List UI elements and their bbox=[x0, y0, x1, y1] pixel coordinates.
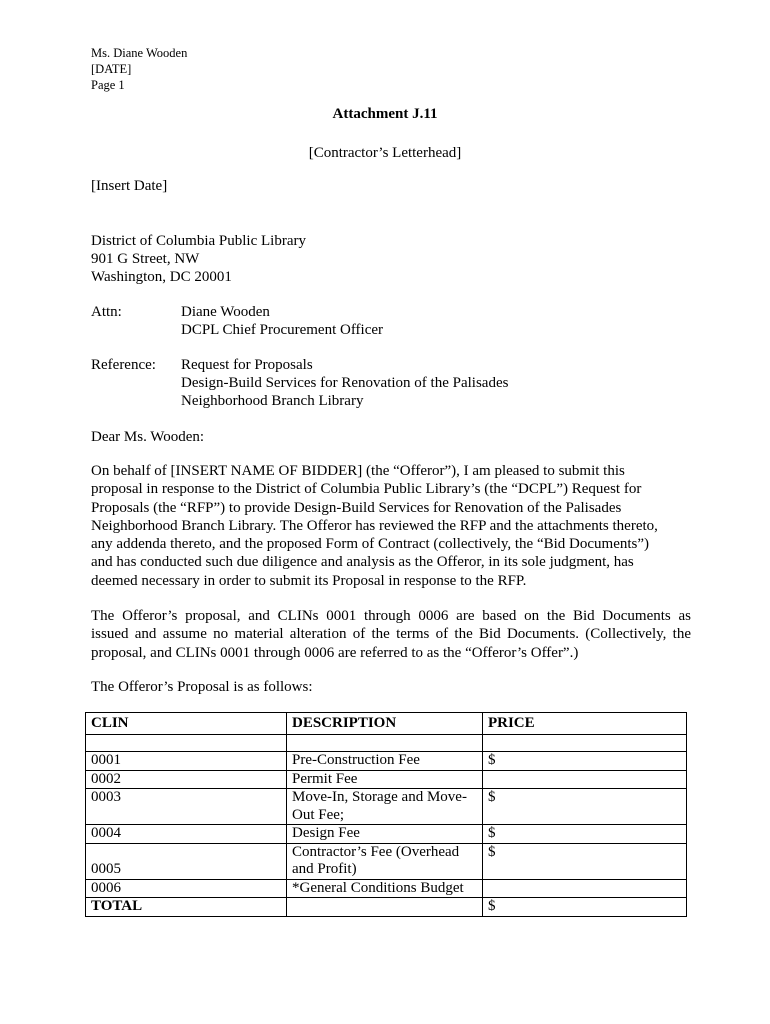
price-cell: $ bbox=[482, 843, 686, 879]
insert-date-placeholder: [Insert Date] bbox=[91, 178, 168, 194]
clin-cell: 0006 bbox=[86, 879, 287, 898]
description-cell: Permit Fee bbox=[287, 770, 483, 789]
attn-name: Diane Wooden bbox=[181, 304, 270, 320]
clin-cell: 0002 bbox=[86, 770, 287, 789]
description-line: and Profit) bbox=[292, 861, 357, 877]
table-row bbox=[86, 843, 687, 879]
address-line-3: Washington, DC 20001 bbox=[91, 269, 232, 285]
paragraph-basis bbox=[91, 607, 691, 662]
clin-cell: 0003 bbox=[86, 789, 287, 825]
paragraph-intro-line: Neighborhood Branch Library. The Offeror has reviewed the RFP and the attachments thereto, bbox=[91, 517, 658, 534]
column-header-clin: CLIN bbox=[86, 713, 287, 735]
table-total-row bbox=[86, 898, 687, 917]
paragraph-intro-line: deemed necessary in order to submit its Proposal in response to the RFP. bbox=[91, 572, 527, 589]
price-cell: $ bbox=[482, 789, 686, 825]
paragraph-intro-line: proposal in response to the District of Columbia Public Library’s (the “DCPL”) Request for bbox=[91, 481, 642, 498]
price-cell bbox=[482, 770, 686, 789]
attn-block bbox=[181, 303, 383, 339]
proposal-intro: The Offeror’s Proposal is as follows: bbox=[91, 679, 313, 695]
address-block bbox=[91, 232, 306, 286]
clin-cell: 0001 bbox=[86, 752, 287, 771]
price-cell: $ bbox=[482, 752, 686, 771]
paragraph-intro bbox=[91, 462, 691, 590]
table-cell bbox=[482, 735, 686, 752]
total-price-cell: $ bbox=[482, 898, 686, 917]
document-title: Attachment J.11 bbox=[332, 106, 438, 122]
paragraph-intro-line: On behalf of [INSERT NAME OF BIDDER] (the “Offeror”), I am pleased to submit this bbox=[91, 463, 625, 479]
table-row bbox=[86, 879, 687, 898]
description-line: Contractor’s Fee (Overhead bbox=[292, 843, 460, 860]
description-cell bbox=[287, 843, 483, 879]
description-line: Out Fee; bbox=[292, 806, 345, 823]
header-recipient-name: Ms. Diane Wooden bbox=[91, 46, 188, 60]
description-cell: Pre-Construction Fee bbox=[287, 752, 483, 771]
paragraph-intro-line: and has conducted such due diligence and analysis as the Offeror, in its sole judgment, has bbox=[91, 554, 634, 571]
header-date: [DATE] bbox=[91, 62, 132, 76]
address-line-1: District of Columbia Public Library bbox=[91, 233, 306, 249]
reference-block bbox=[181, 356, 508, 410]
attn-title: DCPL Chief Procurement Officer bbox=[181, 322, 384, 338]
description-cell bbox=[287, 898, 483, 917]
total-label-cell: TOTAL bbox=[86, 898, 287, 917]
header-page-number: Page 1 bbox=[91, 78, 125, 92]
reference-line-2: Design-Build Services for Renovation of the Palisades bbox=[181, 375, 509, 391]
paragraph-intro-line: Proposals (the “RFP”) to provide Design-Build Services for Renovation of the Palisades bbox=[91, 499, 622, 516]
address-line-2: 901 G Street, NW bbox=[91, 251, 200, 267]
table-spacer-row bbox=[86, 735, 687, 752]
column-header-price: PRICE bbox=[482, 713, 686, 735]
page-header bbox=[91, 45, 187, 93]
table-row bbox=[86, 752, 687, 771]
paragraph-basis-line: The Offeror’s proposal, and CLINs 0001 through 0006 are based on the Bid Documents as bbox=[91, 608, 691, 624]
salutation: Dear Ms. Wooden: bbox=[91, 429, 205, 445]
description-cell bbox=[287, 789, 483, 825]
paragraph-basis-line: proposal, and CLINs 0001 through 0006 are referred to as the “Offeror’s Offer”.) bbox=[91, 644, 579, 661]
clin-price-table bbox=[85, 712, 687, 917]
table-cell bbox=[287, 735, 483, 752]
table-row bbox=[86, 770, 687, 789]
reference-label: Reference: bbox=[91, 357, 156, 373]
clin-cell: 0004 bbox=[86, 825, 287, 844]
clin-cell: 0005 bbox=[86, 843, 287, 879]
table-row bbox=[86, 825, 687, 844]
reference-line-3: Neighborhood Branch Library bbox=[181, 393, 364, 409]
table-header-row bbox=[86, 713, 687, 735]
description-cell: *General Conditions Budget bbox=[287, 879, 483, 898]
description-cell: Design Fee bbox=[287, 825, 483, 844]
table-cell bbox=[86, 735, 287, 752]
price-cell bbox=[482, 879, 686, 898]
description-line: Move-In, Storage and Move- bbox=[292, 789, 467, 805]
letterhead-placeholder: [Contractor’s Letterhead] bbox=[308, 145, 462, 161]
table-row bbox=[86, 789, 687, 825]
reference-line-1: Request for Proposals bbox=[181, 357, 313, 373]
paragraph-intro-line: any addenda thereto, and the proposed Form of Contract (collectively, the “Bid Documents”) bbox=[91, 536, 650, 553]
column-header-description: DESCRIPTION bbox=[287, 713, 483, 735]
price-cell: $ bbox=[482, 825, 686, 844]
attn-label: Attn: bbox=[91, 304, 122, 320]
paragraph-basis-line: issued and assume no material alteration of the terms of the Bid Documents. (Collectively, the bbox=[91, 626, 691, 643]
